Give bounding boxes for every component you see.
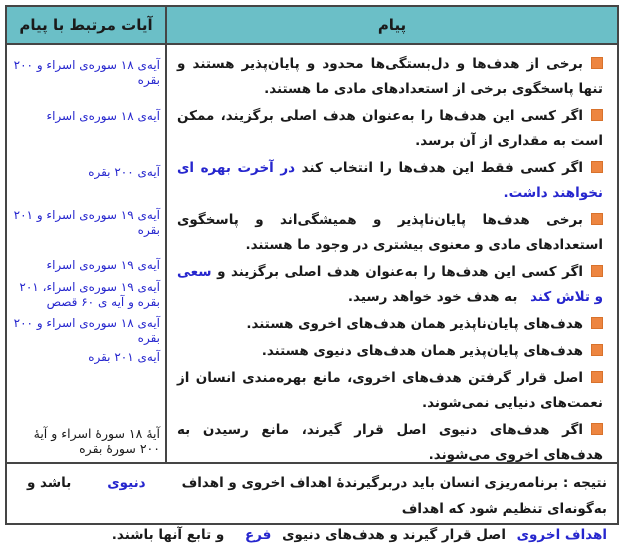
blank-gap xyxy=(146,486,182,487)
answer-text: در آخرت بهره ای نخواهند داشت. xyxy=(177,160,603,201)
answer-text: اهداف اخروی xyxy=(517,527,607,543)
message-item xyxy=(177,208,603,258)
messages-column xyxy=(167,45,617,462)
bullet-square-icon xyxy=(591,317,603,329)
message-item xyxy=(177,366,603,416)
message-item xyxy=(177,104,603,154)
blank-gap xyxy=(229,538,245,539)
conclusion-row xyxy=(7,462,617,552)
verse-item: آیه‌ی ۱۹ سوره‌ی اسراء xyxy=(11,258,160,273)
text-segment: اصل قرار گیرند و هدف‌های دنیوی xyxy=(277,527,510,543)
text-segment: نتیجه : xyxy=(563,475,607,491)
text-segment: برخی هدف‌ها پایان‌ناپذیر و همیشگی‌اند و پاسخگوی استعدادهای مادی و معنوی بیشتری در وجود ما هستند. xyxy=(177,212,603,253)
verse-item: آیه‌ی ۱۸ سوره‌ی اسراء و ۲۰۰ بقره xyxy=(11,316,160,346)
bullet-square-icon xyxy=(591,371,603,383)
bullet-square-icon xyxy=(591,213,603,225)
message-item xyxy=(177,52,603,102)
bullet-square-icon xyxy=(591,265,603,277)
text-segment: برخی از هدف‌ها و دل‌بستگی‌ها محدود و پایان‌پذیر هستند و تنها پاسخگوی برخی از استعدادهای مادی ما هستند. xyxy=(177,56,603,97)
table-body-row xyxy=(7,45,617,462)
lesson-table xyxy=(5,5,619,525)
bullet-square-icon xyxy=(591,161,603,173)
message-item xyxy=(177,260,603,310)
text-segment: به هدف خود خواهد رسید. xyxy=(348,289,522,305)
message-item xyxy=(177,418,603,462)
text-segment: باشد و به‌گونه‌ای تنظیم شود که اهداف xyxy=(27,475,607,517)
bullet-square-icon xyxy=(591,109,603,121)
verse-item: آیه‌ی ۱۸ سوره‌ی اسراء و ۲۰۰ بقره xyxy=(11,58,160,88)
answer-text: دنیوی xyxy=(107,475,145,491)
message-item xyxy=(177,156,603,206)
blank-gap xyxy=(71,486,107,487)
blank-gap xyxy=(522,300,530,301)
text-segment: اگر کسی این هدف‌ها را به‌عنوان هدف اصلی برگزیند و xyxy=(212,264,583,280)
message-item xyxy=(177,339,603,364)
text-segment: و تابع آنها باشند. xyxy=(112,527,229,543)
footer-line xyxy=(17,470,607,522)
footer-line xyxy=(17,522,607,548)
bullet-square-icon xyxy=(591,57,603,69)
verse-item: آیه‌ی ۱۸ سوره‌ی اسراء xyxy=(11,109,160,124)
text-segment: اصل قرار گرفتن هدف‌های اخروی، مانع بهره‌مندی انسان از نعمت‌های دنیایی نمی‌شوند. xyxy=(177,370,603,411)
text-segment: اگر هدف‌های دنیوی اصل قرار گیرند، مانع رسیدن به هدف‌های اخروی می‌شوند. xyxy=(177,422,603,462)
text-segment: برنامه‌ریزی انسان باید دربرگیرندهٔ اهداف اخروی و اهداف xyxy=(182,475,563,491)
verses-column xyxy=(7,45,167,462)
verse-item: آیه‌ی ۲۰۰ بقره xyxy=(11,165,160,180)
message-column-header: پیام xyxy=(167,7,617,43)
table-header-row xyxy=(7,7,617,45)
verse-item: آیه‌ی ۱۹ سوره‌ی اسراء، ۲۰۱ بقره و آیه ی ۶۰ قصص xyxy=(11,280,160,310)
message-item xyxy=(177,312,603,337)
verses-column-header: آیات مرتبط با پیام xyxy=(7,7,167,43)
verse-item: آیهٔ ۱۸ سورهٔ اسراء و آیهٔ ۲۰۰ سورهٔ بقره xyxy=(11,426,160,456)
bullet-square-icon xyxy=(591,344,603,356)
text-segment: هدف‌های پایان‌ناپذیر همان هدف‌های اخروی هستند. xyxy=(246,316,583,332)
verse-item: آیه‌ی ۲۰۱ بقره xyxy=(11,350,160,365)
text-segment: هدف‌های پایان‌پذیر همان هدف‌های دنیوی هستند. xyxy=(262,343,583,359)
answer-text: سعی و تلاش کند xyxy=(177,264,603,305)
answer-text: فرع xyxy=(245,527,271,543)
text-segment: اگر کسی فقط این هدف‌ها را انتخاب کند xyxy=(295,160,583,176)
verse-item: آیه‌ی ۱۹ سوره‌ی اسراء و ۲۰۱ بقره xyxy=(11,208,160,238)
text-segment: اگر کسی این هدف‌ها را به‌عنوان هدف اصلی برگزیند، ممکن است به مقداری از آن برسد. xyxy=(177,108,603,149)
bullet-square-icon xyxy=(591,423,603,435)
